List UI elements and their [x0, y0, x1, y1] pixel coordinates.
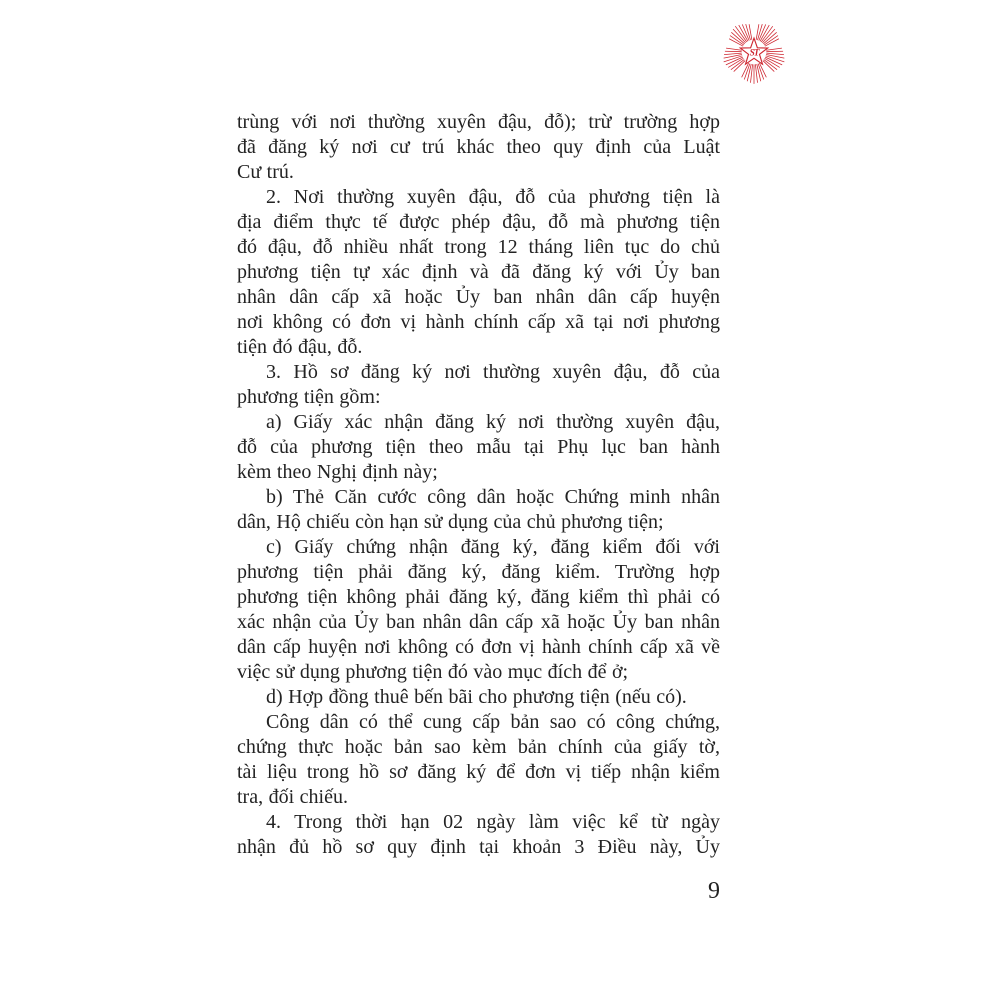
text-line: kèm theo Nghị định này;: [237, 461, 438, 483]
text-line: nhân dân cấp xã hoặc Ủy ban nhân dân cấp huyện: [237, 286, 720, 308]
text-line: dân cấp huyện nơi không có đơn vị hành chính cấp xã về: [237, 636, 720, 658]
text-line: nhận đủ hồ sơ quy định tại khoản 3 Điều này, Ủy: [237, 836, 720, 858]
text-line: phương tiện tự xác định và đã đăng ký với Ủy ban: [237, 261, 720, 283]
text-line: nơi không có đơn vị hành chính cấp xã tại nơi phương: [237, 311, 720, 333]
text-line: 4. Trong thời hạn 02 ngày làm việc kể từ ngày: [266, 811, 720, 833]
text-line: a) Giấy xác nhận đăng ký nơi thường xuyên đậu,: [266, 411, 720, 433]
text-line: phương tiện gồm:: [237, 386, 381, 408]
text-line: c) Giấy chứng nhận đăng ký, đăng kiểm đối với: [266, 536, 720, 558]
text-line: đỗ của phương tiện theo mẫu tại Phụ lục ban hành: [237, 436, 720, 458]
body-text: [237, 110, 720, 860]
text-line: phương tiện phải đăng ký, đăng kiểm. Trường hợp: [237, 561, 720, 583]
text-line: 2. Nơi thường xuyên đậu, đỗ của phương tiện là: [266, 186, 720, 208]
text-line: đã đăng ký nơi cư trú khác theo quy định của Luật: [237, 136, 720, 158]
text-line: việc sử dụng phương tiện đó vào mục đích để ở;: [237, 661, 629, 683]
text-line: tiện đó đậu, đỗ.: [237, 336, 363, 358]
text-line: Cư trú.: [237, 161, 294, 183]
text-line: b) Thẻ Căn cước công dân hoặc Chứng minh nhân: [266, 486, 720, 508]
text-line: địa điểm thực tế được phép đậu, đỗ mà phương tiện: [237, 211, 720, 233]
text-line: phương tiện không phải đăng ký, đăng kiểm thì phải có: [237, 586, 720, 608]
text-line: đó đậu, đỗ nhiều nhất trong 12 tháng liên tục do chủ: [237, 236, 720, 258]
page-number: 9: [708, 878, 720, 904]
text-line: 3. Hồ sơ đăng ký nơi thường xuyên đậu, đỗ của: [266, 361, 720, 383]
text-line: tra, đối chiếu.: [237, 786, 348, 808]
publisher-star-logo-icon: [718, 16, 790, 88]
text-line: dân, Hộ chiếu còn hạn sử dụng của chủ phương tiện;: [237, 511, 664, 533]
text-line: trùng với nơi thường xuyên đậu, đỗ); trừ trường hợp: [237, 111, 720, 133]
text-line: d) Hợp đồng thuê bến bãi cho phương tiện (nếu có).: [266, 686, 687, 708]
publisher-monogram: ST: [749, 48, 759, 59]
text-line: xác nhận của Ủy ban nhân dân cấp xã hoặc Ủy ban nhân: [237, 611, 720, 633]
text-line: tài liệu trong hồ sơ đăng ký để đơn vị tiếp nhận kiểm: [237, 761, 720, 783]
star-rays-icon: [718, 16, 790, 88]
text-line: Công dân có thể cung cấp bản sao có công chứng,: [266, 711, 720, 733]
text-line: chứng thực hoặc bản sao kèm bản chính của giấy tờ,: [237, 736, 720, 758]
